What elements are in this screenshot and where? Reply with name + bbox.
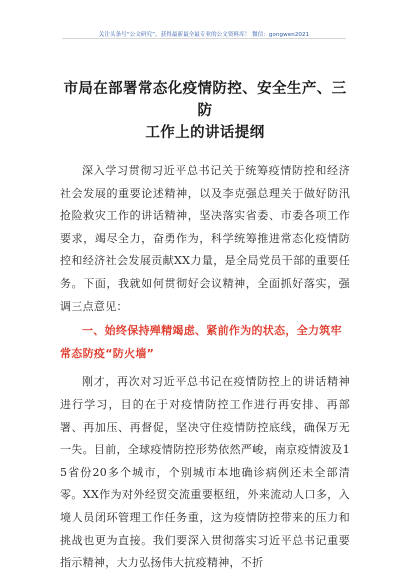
- section-1-paragraph: 刚才，再次对习近平总书记在疫情防控上的讲话精神进行学习，目的在于对疫情防控工作进行再安排、再部署、再加压、再督促，坚决守住疫情防控底线，确保万无一失。目前，全球疫情防控形势依然严峻，南京疫情波及15省份20多个城市，个别城市本地确诊病例还未全部清零。XX作为对外经贸交流重要枢纽，外来流动人口多，入境人员闭环管理工作任务重，这为疫情防控带来的压力和挑战也更为直接。我们要深入贯彻落实习近平总书记重要指示精神，大力弘扬伟大抗疫精神，不折: [60, 375, 350, 570]
- header-notice: 关注头条号“公文研究”，获得最新最全最专业的公文资料库！ 微信：gongwen2021: [98, 32, 310, 38]
- document-title: [60, 78, 350, 144]
- section-1-heading: 一、始终保持殚精竭虑、紧前作为的状态，全力筑牢常态防疫“防火墙”: [60, 324, 342, 360]
- title-line-1: 市局在部署常态化疫情防控、安全生产、三防: [63, 80, 347, 119]
- header-rule: [62, 38, 346, 39]
- page-header: [0, 0, 408, 40]
- intro-paragraph: 深入学习贯彻习近平总书记关于统筹疫情防控和经济社会发展的重要论述精神，以及李克强总理关于做好防汛抢险救灾工作的讲话精神，坚决落实省委、市委各项工作要求，竭尽全力，奋勇作为，科学统筹推进常态化疫情防控和经济社会发展贡献XX力量，是全局党员干部的重要任务。下面，我就如何贯彻好会议精神，全面抓好落实，强调三点意见：: [60, 164, 350, 313]
- title-line-2: 工作上的讲话提纲: [145, 124, 265, 141]
- document-body: [60, 78, 350, 575]
